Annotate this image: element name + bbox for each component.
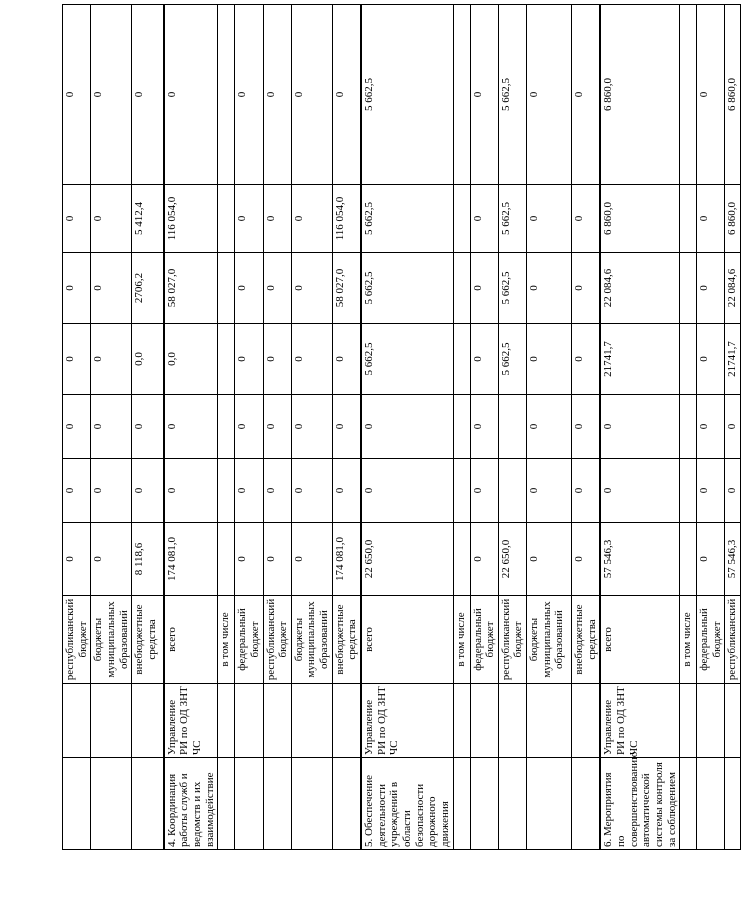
program-cell	[470, 758, 498, 850]
table-row	[63, 5, 91, 850]
program-cell: 4. Координация работы служб и ведомств и их взаимодействие	[164, 758, 218, 850]
responsible-cell	[332, 684, 361, 758]
budget-table	[62, 4, 741, 850]
program-cell	[235, 758, 263, 850]
value-cell: 0	[470, 395, 498, 459]
value-cell	[218, 253, 235, 324]
value-cell: 0	[91, 253, 132, 324]
value-cell	[453, 5, 470, 185]
source-cell: республиканский бюджет	[63, 596, 91, 684]
value-cell: 0	[291, 185, 332, 253]
value-cell: 0	[63, 324, 91, 395]
value-cell: 0	[91, 185, 132, 253]
value-cell: 0	[572, 523, 601, 596]
responsible-cell	[291, 684, 332, 758]
value-cell: 58 027,0	[332, 253, 361, 324]
source-cell: всего	[361, 596, 453, 684]
value-cell: 58 027,0	[164, 253, 218, 324]
value-cell	[680, 185, 697, 253]
value-cell: 0	[697, 523, 725, 596]
value-cell: 5 662,5	[361, 253, 453, 324]
program-cell	[572, 758, 601, 850]
value-cell: 22 084,6	[600, 253, 679, 324]
value-cell: 0	[263, 459, 291, 523]
source-cell: внебюджетные средства	[132, 596, 164, 684]
rotated-page	[62, 65, 739, 850]
table-row	[680, 5, 697, 850]
value-cell: 57 546,3	[600, 523, 679, 596]
value-cell: 21741,7	[725, 324, 741, 395]
value-cell: 6 860,0	[600, 5, 679, 185]
value-cell: 116 054,0	[164, 185, 218, 253]
table-row	[470, 5, 498, 850]
value-cell	[680, 523, 697, 596]
value-cell: 5 662,5	[498, 185, 526, 253]
responsible-cell	[572, 684, 601, 758]
value-cell: 0	[263, 253, 291, 324]
table-row	[164, 5, 218, 850]
value-cell	[453, 185, 470, 253]
source-cell: федеральный бюджет	[235, 596, 263, 684]
value-cell	[453, 253, 470, 324]
value-cell: 0	[235, 5, 263, 185]
program-cell	[725, 758, 741, 850]
value-cell: 0	[725, 459, 741, 523]
value-cell: 0	[91, 395, 132, 459]
value-cell	[453, 395, 470, 459]
value-cell: 0	[235, 324, 263, 395]
value-cell: 5 662,5	[361, 324, 453, 395]
source-cell: федеральный бюджет	[697, 596, 725, 684]
value-cell	[218, 395, 235, 459]
table-row	[235, 5, 263, 850]
source-cell: всего	[164, 596, 218, 684]
value-cell: 0	[572, 5, 601, 185]
value-cell: 0	[697, 5, 725, 185]
value-cell	[453, 324, 470, 395]
program-cell	[63, 758, 91, 850]
value-cell: 0	[164, 5, 218, 185]
source-cell: в том числе	[218, 596, 235, 684]
responsible-cell	[218, 684, 235, 758]
table-row	[218, 5, 235, 850]
value-cell: 0	[263, 395, 291, 459]
value-cell	[680, 459, 697, 523]
source-cell: в том числе	[453, 596, 470, 684]
value-cell: 174 081,0	[332, 523, 361, 596]
value-cell: 0	[527, 324, 572, 395]
value-cell: 0	[572, 459, 601, 523]
value-cell: 0	[572, 185, 601, 253]
value-cell: 0	[527, 459, 572, 523]
value-cell: 0	[63, 253, 91, 324]
value-cell: 0	[527, 185, 572, 253]
value-cell: 0	[63, 395, 91, 459]
value-cell: 0	[235, 395, 263, 459]
value-cell: 8 118,6	[132, 523, 164, 596]
responsible-cell	[527, 684, 572, 758]
responsible-cell	[235, 684, 263, 758]
source-cell: республиканский	[725, 596, 741, 684]
source-cell: всего	[600, 596, 679, 684]
responsible-cell	[680, 684, 697, 758]
responsible-cell	[132, 684, 164, 758]
value-cell: 116 054,0	[332, 185, 361, 253]
table-row	[527, 5, 572, 850]
value-cell: 0	[470, 185, 498, 253]
responsible-cell	[697, 684, 725, 758]
table-row	[600, 5, 679, 850]
responsible-cell	[498, 684, 526, 758]
source-cell: внебюджетные средства	[332, 596, 361, 684]
responsible-cell	[453, 684, 470, 758]
source-cell: республиканский бюджет	[263, 596, 291, 684]
value-cell: 0	[235, 253, 263, 324]
table-row	[132, 5, 164, 850]
program-cell	[697, 758, 725, 850]
value-cell	[680, 395, 697, 459]
value-cell: 0	[697, 395, 725, 459]
value-cell: 6 860,0	[725, 185, 741, 253]
value-cell	[680, 253, 697, 324]
value-cell: 0	[91, 5, 132, 185]
value-cell: 0	[332, 324, 361, 395]
responsible-cell: Управление РИ по ОД ЗНТ ЧС	[600, 684, 679, 758]
value-cell: 174 081,0	[164, 523, 218, 596]
value-cell: 0	[361, 395, 453, 459]
program-cell	[527, 758, 572, 850]
value-cell	[680, 5, 697, 185]
value-cell: 0	[697, 185, 725, 253]
table-row	[361, 5, 453, 850]
value-cell	[498, 395, 526, 459]
value-cell: 0	[91, 523, 132, 596]
value-cell: 57 546,3	[725, 523, 741, 596]
value-cell	[218, 523, 235, 596]
value-cell: 0	[291, 459, 332, 523]
source-cell: в том числе	[680, 596, 697, 684]
program-cell	[498, 758, 526, 850]
value-cell: 0	[527, 395, 572, 459]
table-row	[572, 5, 601, 850]
table-row	[498, 5, 526, 850]
responsible-cell	[91, 684, 132, 758]
value-cell: 6 860,0	[600, 185, 679, 253]
value-cell: 0	[235, 523, 263, 596]
value-cell: 5 662,5	[498, 253, 526, 324]
value-cell: 0	[470, 5, 498, 185]
value-cell: 0	[470, 253, 498, 324]
value-cell: 21741,7	[600, 324, 679, 395]
table-row	[332, 5, 361, 850]
source-cell: федеральный бюджет	[470, 596, 498, 684]
value-cell: 0	[263, 324, 291, 395]
source-cell: бюджеты муниципальных образований	[91, 596, 132, 684]
value-cell	[498, 459, 526, 523]
value-cell	[453, 459, 470, 523]
value-cell: 0	[332, 5, 361, 185]
value-cell: 0	[291, 523, 332, 596]
value-cell: 0	[527, 5, 572, 185]
value-cell	[680, 324, 697, 395]
source-cell: бюджеты муниципальных образований	[291, 596, 332, 684]
value-cell: 0	[361, 459, 453, 523]
value-cell: 0	[63, 185, 91, 253]
table-row	[291, 5, 332, 850]
value-cell: 0	[291, 5, 332, 185]
value-cell: 0	[263, 5, 291, 185]
value-cell: 0	[132, 459, 164, 523]
responsible-cell	[725, 684, 741, 758]
program-cell	[263, 758, 291, 850]
program-cell: 5. Обеспечение деятельности учреждений в области безопасности дорожного движения	[361, 758, 453, 850]
value-cell: 22 650,0	[361, 523, 453, 596]
value-cell: 0	[697, 253, 725, 324]
value-cell: 2706,2	[132, 253, 164, 324]
value-cell: 0	[164, 459, 218, 523]
value-cell: 0	[263, 185, 291, 253]
program-cell	[680, 758, 697, 850]
table-row	[453, 5, 470, 850]
value-cell: 0,0	[132, 324, 164, 395]
responsible-cell	[63, 684, 91, 758]
program-cell	[453, 758, 470, 850]
program-cell: 6. Мероприятия по совершенствованию автоматической системы контроля за соблюдением	[600, 758, 679, 850]
value-cell	[218, 5, 235, 185]
value-cell: 0	[263, 523, 291, 596]
value-cell: 0	[725, 395, 741, 459]
table-row	[697, 5, 725, 850]
program-cell	[218, 758, 235, 850]
value-cell: 0	[63, 459, 91, 523]
value-cell: 0	[91, 459, 132, 523]
program-cell	[91, 758, 132, 850]
value-cell: 0	[132, 395, 164, 459]
value-cell: 0	[291, 395, 332, 459]
value-cell: 0	[164, 395, 218, 459]
source-cell: внебюджетные средства	[572, 596, 601, 684]
value-cell: 0	[291, 324, 332, 395]
value-cell: 0	[235, 185, 263, 253]
value-cell: 0	[600, 459, 679, 523]
program-cell	[291, 758, 332, 850]
value-cell: 0	[697, 324, 725, 395]
program-cell	[132, 758, 164, 850]
value-cell: 0	[600, 395, 679, 459]
value-cell: 0	[470, 324, 498, 395]
value-cell	[218, 324, 235, 395]
value-cell: 5 662,5	[498, 324, 526, 395]
value-cell: 6 860,0	[725, 5, 741, 185]
value-cell	[453, 523, 470, 596]
responsible-cell: Управление РИ по ОД ЗНТ ЧС	[361, 684, 453, 758]
value-cell: 0	[332, 395, 361, 459]
value-cell: 0	[470, 459, 498, 523]
value-cell: 0	[572, 324, 601, 395]
value-cell: 0	[91, 324, 132, 395]
source-cell: бюджеты муниципальных образований	[527, 596, 572, 684]
value-cell: 0	[470, 523, 498, 596]
value-cell: 22 650,0	[498, 523, 526, 596]
responsible-cell: Управление РИ по ОД ЗНТ ЧС	[164, 684, 218, 758]
value-cell: 0	[527, 523, 572, 596]
value-cell: 5 662,5	[498, 5, 526, 185]
program-cell	[332, 758, 361, 850]
table-row	[91, 5, 132, 850]
value-cell: 0	[697, 459, 725, 523]
value-cell: 0	[63, 5, 91, 185]
source-cell: республиканский бюджет	[498, 596, 526, 684]
value-cell: 0	[572, 253, 601, 324]
table-row	[263, 5, 291, 850]
value-cell: 0,0	[164, 324, 218, 395]
responsible-cell	[470, 684, 498, 758]
table-row	[725, 5, 741, 850]
value-cell: 22 084,6	[725, 253, 741, 324]
value-cell: 5 662,5	[361, 185, 453, 253]
value-cell: 0	[63, 523, 91, 596]
responsible-cell	[263, 684, 291, 758]
value-cell: 5 662,5	[361, 5, 453, 185]
value-cell: 0	[332, 459, 361, 523]
value-cell: 5 412,4	[132, 185, 164, 253]
value-cell: 0	[291, 253, 332, 324]
value-cell: 0	[572, 395, 601, 459]
value-cell	[218, 459, 235, 523]
value-cell	[218, 185, 235, 253]
value-cell: 0	[132, 5, 164, 185]
value-cell: 0	[527, 253, 572, 324]
value-cell: 0	[235, 459, 263, 523]
